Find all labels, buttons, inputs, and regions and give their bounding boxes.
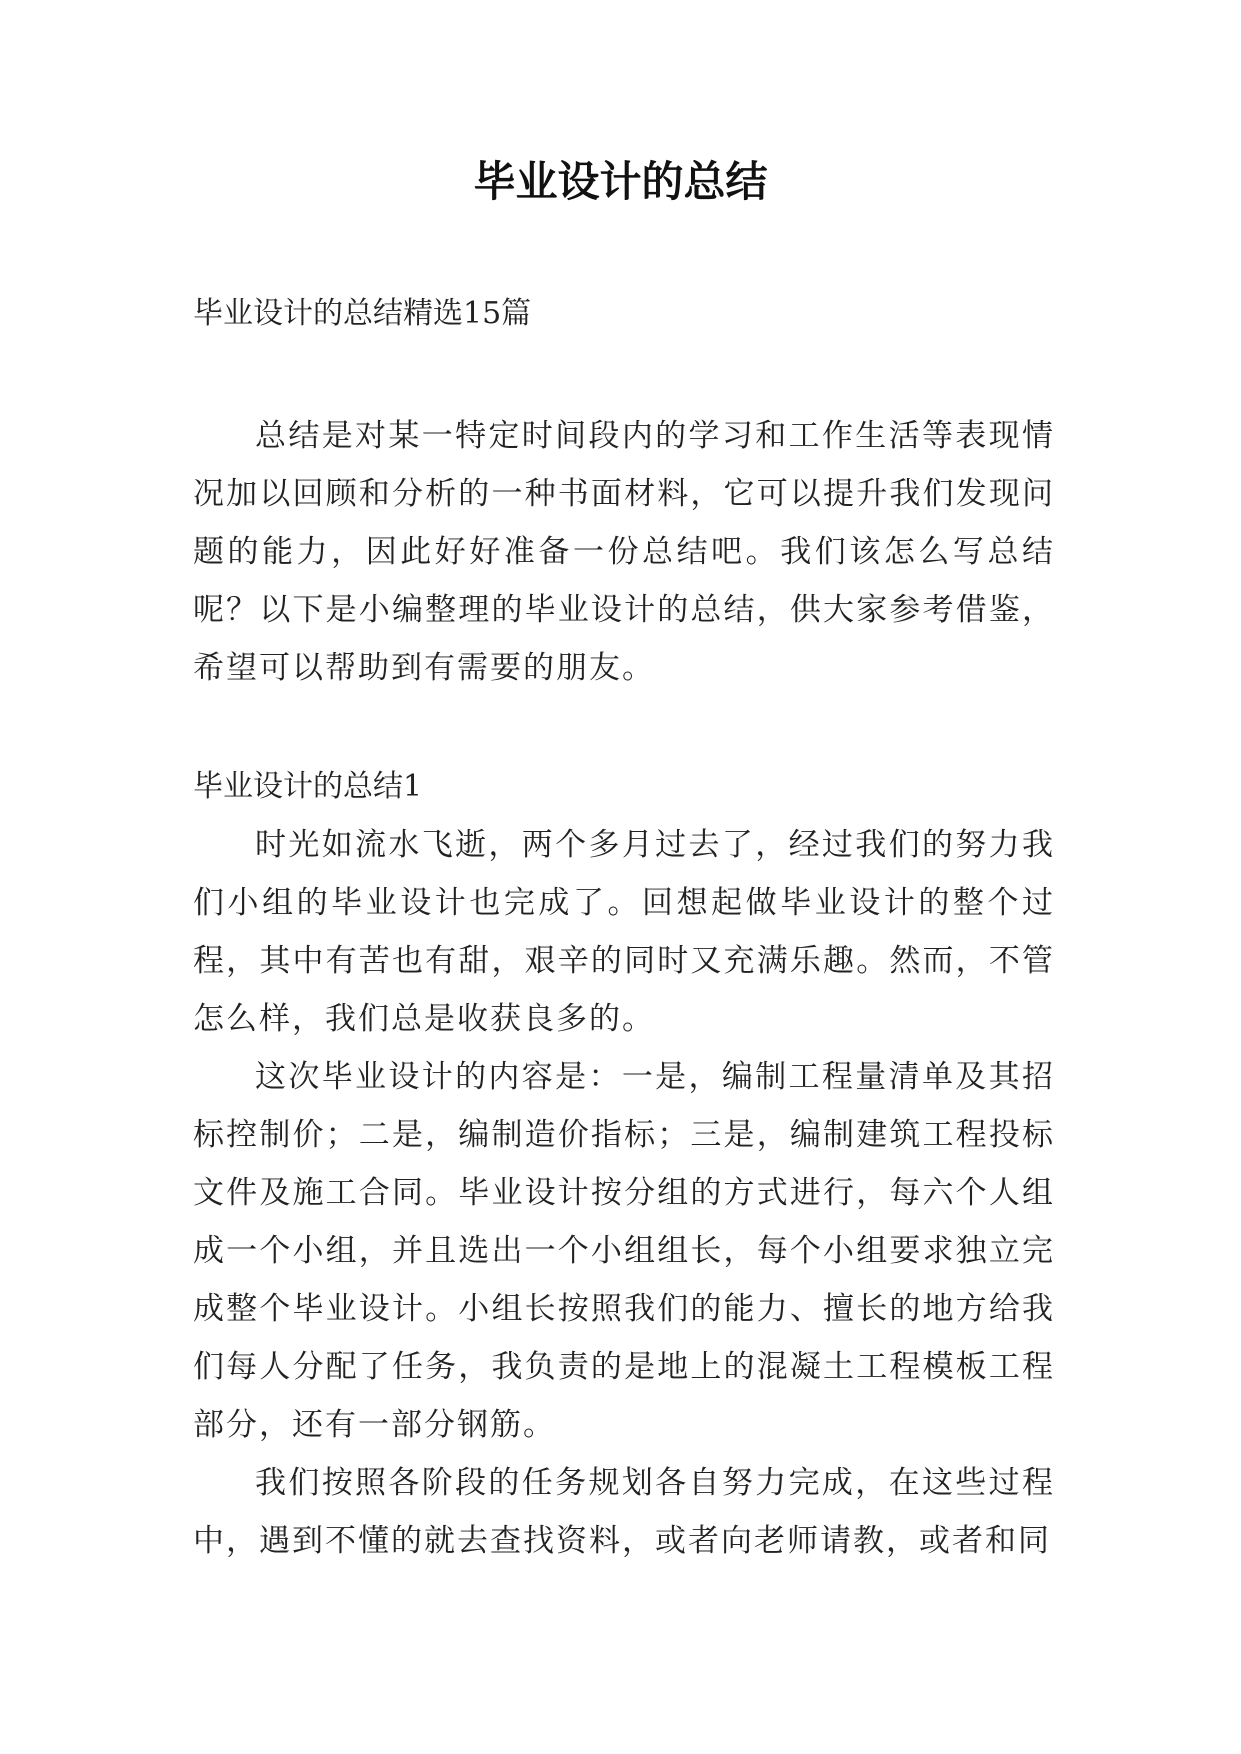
section-1 — [193, 758, 1055, 1570]
body-paragraph-1: 时光如流水飞逝，两个多月过去了，经过我们的努力我们小组的毕业设计也完成了。回想起做毕业设计的整个过程，其中有苦也有甜，艰辛的同时又充满乐趣。然而，不管怎么样，我们总是收获良多的。 — [193, 827, 1055, 1037]
section-heading: 毕业设计的总结1 — [193, 769, 423, 804]
intro-block — [193, 407, 1055, 697]
document-subtitle: 毕业设计的总结精选15篇 — [193, 296, 532, 331]
body-paragraph-2: 这次毕业设计的内容是：一是，编制工程量清单及其招标控制价；二是，编制造价指标；三是，编制建筑工程投标文件及施工合同。毕业设计按分组的方式进行，每六个人组成一个小组，并且选出一个小组组长，每个小组要求独立完成整个毕业设计。小组长按照我们的能力、擅长的地方给我们每人分配了任务，我负责的是地上的混凝土工程模板工程部分，还有一部分钢筋。 — [193, 1059, 1055, 1443]
intro-paragraph: 总结是对某一特定时间段内的学习和工作生活等表现情况加以回顾和分析的一种书面材料，它可以提升我们发现问题的能力，因此好好准备一份总结吧。我们该怎么写总结呢？以下是小编整理的毕业设计的总结，供大家参考借鉴，希望可以帮助到有需要的朋友。 — [193, 418, 1055, 686]
body-paragraph-3: 我们按照各阶段的任务规划各自努力完成，在这些过程中，遇到不懂的就去查找资料，或者向老师请教，或者和同 — [193, 1465, 1055, 1559]
document-title: 毕业设计的总结 — [473, 157, 768, 206]
